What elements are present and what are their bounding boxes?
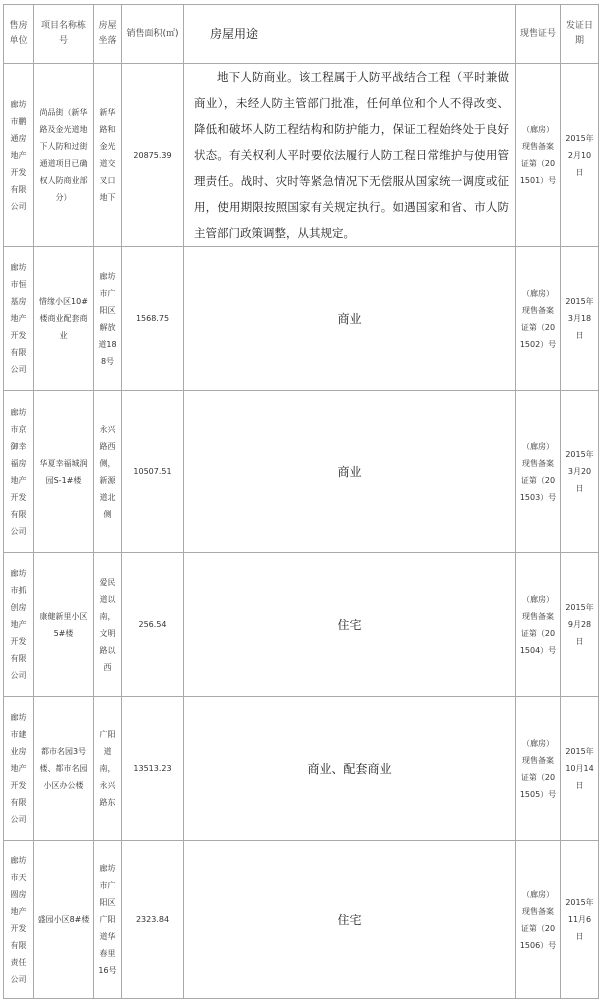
- area-cell: 1568.75: [122, 247, 184, 391]
- project-cell: 惜缘小区10#楼商业配套商业: [34, 247, 94, 391]
- seller-cell: 廊坊市京御幸福房地产开发有限公司: [4, 391, 34, 553]
- project-cell: 尚品街（新华路及金光道地下人防和过街通道项目已确权人防商业部分）: [34, 64, 94, 247]
- usage-cell: 住宅: [184, 841, 516, 999]
- date-cell: 2015年3月20日: [561, 391, 599, 553]
- usage-cell: 商业、配套商业: [184, 697, 516, 841]
- area-cell: 13513.23: [122, 697, 184, 841]
- usage-cell: 地下人防商业。该工程属于人防平战结合工程（平时兼做商业），未经人防主管部门批准，任何单位和个人不得改变、降低和破坏人防工程结构和防护能力，保证工程始终处于良好状态。有关权利人平时要依法履行人防工程日常维护与使用管理责任。战时、灾时等紧急情况下无偿服从国家统一调度或征用，使用期限按照国家有关规定执行。如遇国家和省、市人防主管部门政策调整，从其规定。: [184, 64, 516, 247]
- permit-cell: （廊房）现售备案证第（201505）号: [516, 697, 561, 841]
- usage-cell: 住宅: [184, 553, 516, 697]
- permit-cell: （廊房）现售备案证第（201502）号: [516, 247, 561, 391]
- seller-cell: 廊坊市鹏通房地产开发有限公司: [4, 64, 34, 247]
- permit-table: [3, 4, 599, 999]
- seller-cell: 廊坊市建业房地产开发有限公司: [4, 697, 34, 841]
- date-cell: 2015年3月18日: [561, 247, 599, 391]
- header-permit: 现售证号: [516, 5, 561, 64]
- seller-cell: 廊坊市抓创房地产开发有限公司: [4, 553, 34, 697]
- permit-cell: （廊房）现售备案证第（201501）号: [516, 64, 561, 247]
- location-cell: 廊坊市广阳区广阳道华春里16号: [94, 841, 122, 999]
- table-row: [4, 841, 599, 999]
- permit-cell: （廊房）现售备案证第（201504）号: [516, 553, 561, 697]
- date-cell: 2015年2月10日: [561, 64, 599, 247]
- location-cell: 新华路和金光道交叉口地下: [94, 64, 122, 247]
- table-row: [4, 247, 599, 391]
- area-cell: 20875.39: [122, 64, 184, 247]
- project-cell: 都市名园3号楼、都市名园小区办公楼: [34, 697, 94, 841]
- header-seller: 售房单位: [4, 5, 34, 64]
- header-area: 销售面积(㎡): [122, 5, 184, 64]
- seller-cell: 廊坊市恒基房地产开发有限公司: [4, 247, 34, 391]
- header-date: 发证日期: [561, 5, 599, 64]
- table-row: [4, 697, 599, 841]
- permit-cell: （廊房）现售备案证第（201503）号: [516, 391, 561, 553]
- seller-cell: 廊坊市天圆房地产开发有限责任公司: [4, 841, 34, 999]
- location-cell: 爱民道以南，文明路以西: [94, 553, 122, 697]
- project-cell: 华夏幸福城润园S-1#楼: [34, 391, 94, 553]
- permit-cell: （廊房）现售备案证第（201506）号: [516, 841, 561, 999]
- project-cell: 盛园小区8#楼: [34, 841, 94, 999]
- usage-cell: 商业: [184, 247, 516, 391]
- project-cell: 康健新里小区5#楼: [34, 553, 94, 697]
- date-cell: 2015年10月14日: [561, 697, 599, 841]
- header-usage: 房屋用途: [184, 5, 516, 64]
- location-cell: 广阳道南，永兴路东: [94, 697, 122, 841]
- location-cell: 永兴路西侧，新源道北侧: [94, 391, 122, 553]
- location-cell: 廊坊市广阳区解放道188号: [94, 247, 122, 391]
- usage-cell: 商业: [184, 391, 516, 553]
- date-cell: 2015年9月28日: [561, 553, 599, 697]
- header-location: 房屋坐落: [94, 5, 122, 64]
- table-row: [4, 64, 599, 247]
- area-cell: 10507.51: [122, 391, 184, 553]
- date-cell: 2015年11月6日: [561, 841, 599, 999]
- header-project: 项目名称栋号: [34, 5, 94, 64]
- area-cell: 256.54: [122, 553, 184, 697]
- header-row: [4, 5, 599, 64]
- table-row: [4, 391, 599, 553]
- table-row: [4, 553, 599, 697]
- area-cell: 2323.84: [122, 841, 184, 999]
